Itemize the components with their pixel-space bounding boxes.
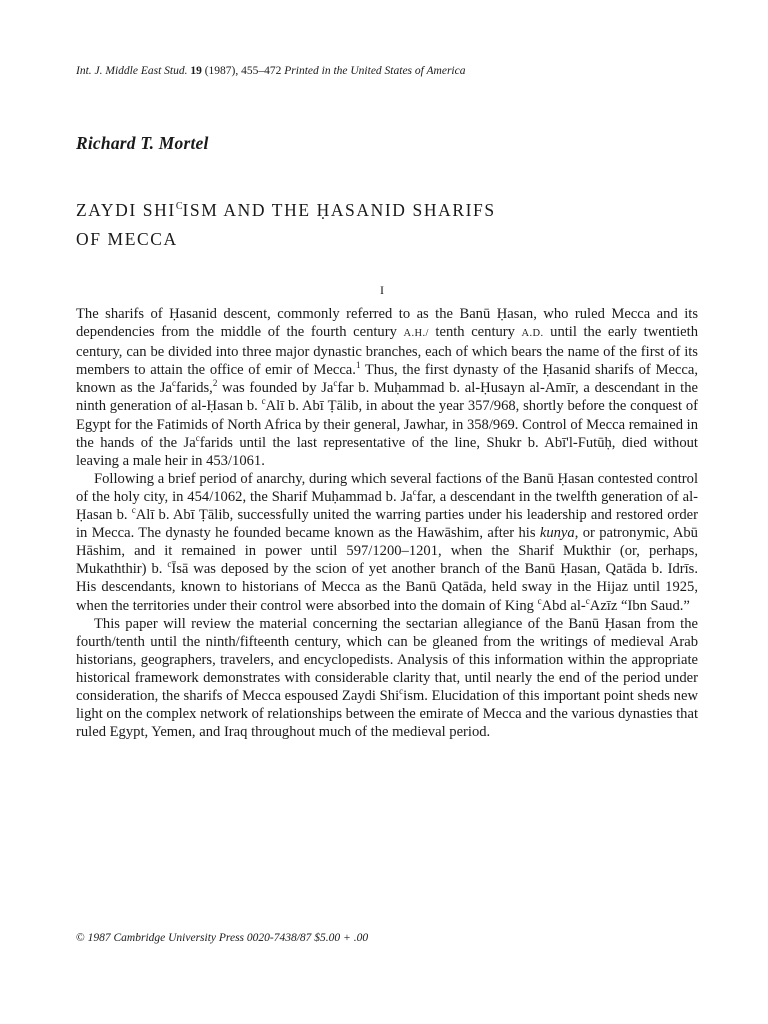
era-abbrev: A.D. <box>521 328 544 340</box>
article-body <box>76 305 698 741</box>
journal-pages: 455–472 <box>241 65 282 77</box>
era-abbrev: A.H./ <box>403 328 429 340</box>
section-number: I <box>380 283 384 297</box>
paragraph-3: This paper will review the material concerning the sectarian allegiance of the Banū Ḥasan from the fourth/tenth until the ninth/fifteenth century, which can be gleaned from the writings of medieval Arab historians, geographers, travelers, and encyclopedists. Analysis of this information within the appropriate historical framework demonstrates with considerable clarity that, until nearly the end of the period under consideration, the sharifs of Mecca espoused Zaydi Shi$^c$ism. Elucidation of this important point sheds new light on the complex network of relationships between the emirate of Mecca and the various dynasties that ruled Egypt, Yemen, and Iraq throughout much of the medieval period. <box>76 615 698 741</box>
journal-header <box>76 65 696 77</box>
copyright-text: 1987 Cambridge University Press 0020-7438/87 $5.00 + .00 <box>87 932 369 944</box>
title-part: ISM AND THE ḤASANID SHARIFS <box>182 200 496 220</box>
footnote-ref: 1 <box>355 360 361 371</box>
printed-note: Printed in the United States of America <box>284 65 466 77</box>
author-name: Richard T. Mortel <box>76 133 209 153</box>
copyright-symbol: © <box>76 932 85 944</box>
paragraph-1: The sharifs of Ḥasanid descent, commonly referred to as the Banū Ḥasan, who ruled Mecca and its dependencies from the middle of the fourth century A.H./ tenth century A.D. until the early twentieth century, can be divided into three major dynastic branches, each of which bears the name of the first of its members to attain the office of emir of Mecca.$^1$ Thus, the first dynasty of the Ḥasanid sharifs of Mecca, known as the Ja$^c$farids,$^2$ was founded by Ja$^c$far b. Muḥammad b. al-Ḥusayn al-Amīr, a descendant in the ninth generation of al-Ḥasan b. $^c$Alī b. Abī Ṭālib, in about the year 357/968, shortly before the conquest of Egypt for the Fatimids of North Africa by their general, Jawhar, in 358/969. Control of Mecca remained in the hands of the Ja$^c$farids until the last representative of the line, Shukr b. Abī'l-Futūḥ, died without leaving a male heir in 453/1061. <box>76 306 698 469</box>
journal-name: Int. J. Middle East Stud. <box>76 65 188 77</box>
title-line-2: OF MECCA <box>76 229 178 249</box>
article-title <box>76 196 496 254</box>
title-ayn-mark: C <box>175 201 183 213</box>
copyright-footer <box>76 932 368 944</box>
italic-term: kunya <box>539 525 575 542</box>
journal-volume: 19 <box>190 65 202 77</box>
journal-year: (1987), <box>204 65 239 77</box>
paragraph-2: Following a brief period of anarchy, during which several factions of the Banū Ḥasan contested control of the holy city, in 454/1062, the Sharif Muḥammad b. Ja$^c$far, a descendant in the twelfth generation of al-Ḥasan b. $^c$Alī b. Abī Ṭālib, successfully united the warring parties under his leadership and restored order in Mecca. The dynasty he founded became known as the Hawāshim, after his kunya, or patronymic, Abū Hāshim, and it remained in power until 597/1200–1201, when the Sharif Mukthir (or, perhaps, Mukaththir) b. $^c$Īsā was deposed by the scion of yet another branch of the Banū Ḥasan, Qatāda b. Idrīs. His descendants, known to historians of Mecca as the Banū Qatāda, held sway in the Hijaz until 1925, when the territories under their control were absorbed into the domain of King $^c$Abd al-$^c$Azīz “Ibn Saud.” <box>76 470 699 614</box>
footnote-ref: 2 <box>212 378 218 389</box>
title-part: ZAYDI SHI <box>76 200 176 220</box>
